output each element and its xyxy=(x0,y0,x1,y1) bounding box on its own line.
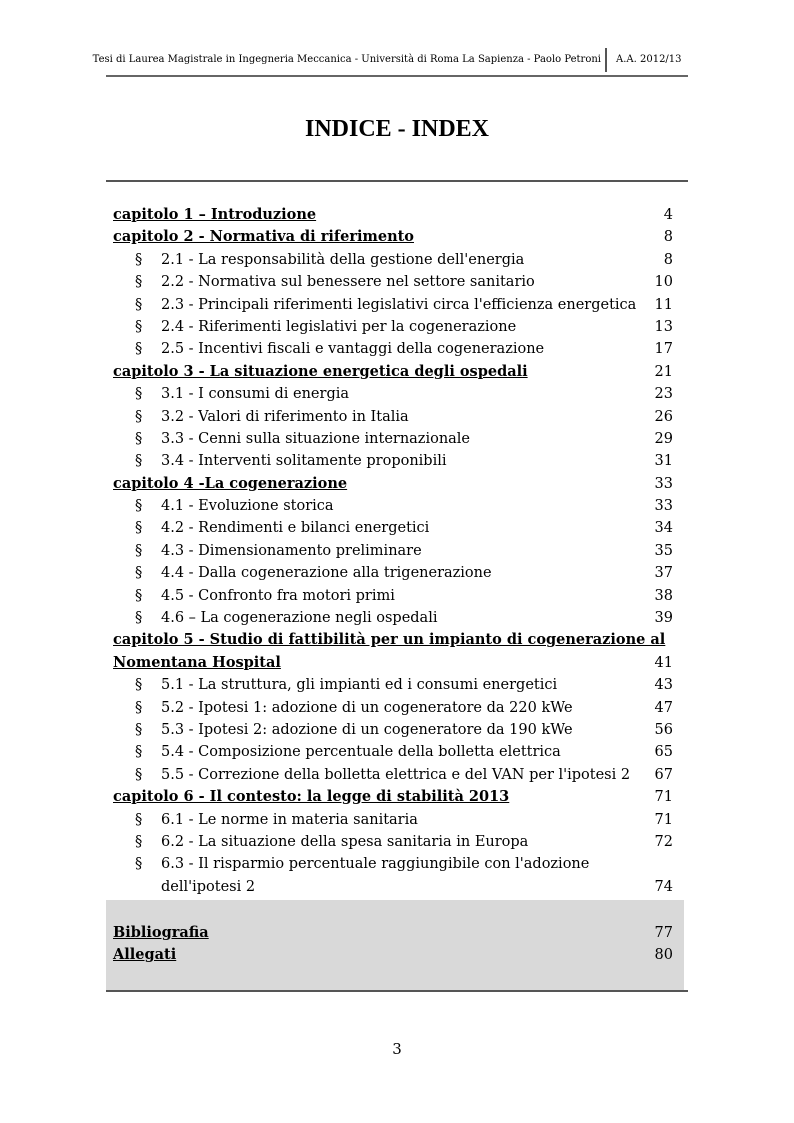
toc-entry-page: 4 xyxy=(663,207,673,223)
toc-entry-page: 8 xyxy=(663,251,673,268)
section-bullet: § xyxy=(135,296,143,313)
toc-entry-page: 17 xyxy=(654,341,673,358)
page-title: INDICE - INDEX xyxy=(304,116,490,142)
toc-entry-title: 5.2 - Ipotesi 1: adozione di un cogeneratore da 220 kWe xyxy=(161,699,573,716)
toc-chapter-entry[interactable] xyxy=(113,473,673,495)
appendix-entry-page: 77 xyxy=(654,925,673,941)
running-header xyxy=(92,48,688,76)
toc-entry-page: 8 xyxy=(663,229,673,246)
header-thesis-info: Tesi di Laurea Magistrale in Ingegneria Meccanica - Università di Roma La Sapienza - Paolo Petroni xyxy=(92,54,601,65)
toc-entry-title: 4.6 – La cogenerazione negli ospedali xyxy=(161,610,438,627)
toc-entry-page: 10 xyxy=(654,274,673,291)
toc-chapter-entry[interactable] xyxy=(113,226,673,248)
toc-entry-title: 2.5 - Incentivi fiscali e vantaggi della cogenerazione xyxy=(161,341,545,358)
section-bullet: § xyxy=(135,430,143,447)
toc-entry-page: 74 xyxy=(654,878,673,895)
toc-chapter-entry[interactable] xyxy=(113,652,673,674)
toc-entry-page: 72 xyxy=(654,833,673,850)
header-academic-year: A.A. 2012/13 xyxy=(616,54,682,65)
toc-entry-page: 71 xyxy=(654,811,673,828)
section-bullet: § xyxy=(135,386,143,403)
section-bullet: § xyxy=(135,542,143,559)
toc-section-entry[interactable] xyxy=(113,719,673,741)
section-bullet: § xyxy=(135,498,143,515)
toc-entry-title: Nomentana Hospital xyxy=(113,653,281,671)
toc-entry-page: 34 xyxy=(654,520,673,537)
toc-entry-title: 4.2 - Rendimenti e bilanci energetici xyxy=(161,520,430,537)
toc-entry-page: 56 xyxy=(654,721,673,738)
toc-entry-title: 6.2 - La situazione della spesa sanitaria in Europa xyxy=(161,833,529,850)
section-bullet: § xyxy=(135,766,143,783)
toc-entry-page: 47 xyxy=(654,699,673,716)
header-divider xyxy=(605,48,607,72)
section-bullet: § xyxy=(135,744,143,761)
toc-entry-title: 4.4 - Dalla cogenerazione alla trigenerazione xyxy=(161,565,492,582)
section-bullet: § xyxy=(135,341,143,358)
toc-section-entry[interactable] xyxy=(113,249,673,271)
toc-entry-title: 5.1 - La struttura, gli impianti ed i consumi energetici xyxy=(161,677,558,694)
toc-section-entry[interactable] xyxy=(113,517,673,539)
toc-section-entry[interactable] xyxy=(113,316,673,338)
toc-entry-title: capitolo 4 -La cogenerazione xyxy=(113,474,348,492)
toc-section-entry[interactable] xyxy=(113,428,673,450)
toc-entry-page: 43 xyxy=(654,677,673,694)
toc-entry-page: 31 xyxy=(654,453,673,470)
section-bullet: § xyxy=(135,677,143,694)
toc-entry-title: capitolo 2 - Normativa di riferimento xyxy=(113,228,414,246)
toc-entry-title: 2.1 - La responsabilità della gestione dell'energia xyxy=(161,251,525,268)
appendix-entry[interactable] xyxy=(113,944,673,966)
toc-section-entry[interactable] xyxy=(113,876,673,898)
toc-entry-title: 3.1 - I consumi di energia xyxy=(161,386,350,403)
section-bullet: § xyxy=(135,721,143,738)
toc-entry-page: 33 xyxy=(654,475,673,492)
toc-entry-page: 71 xyxy=(654,789,673,806)
appendix-entry-title: Allegati xyxy=(113,946,177,964)
toc-section-entry[interactable] xyxy=(113,406,673,428)
toc-chapter-entry[interactable] xyxy=(113,361,673,383)
toc-entry-title: capitolo 3 - La situazione energetica degli ospedali xyxy=(113,362,528,380)
toc-entry-page: 41 xyxy=(654,654,673,671)
header-rule xyxy=(106,75,688,77)
toc-entry-title: 4.5 - Confronto fra motori primi xyxy=(161,587,395,604)
toc-entry-title: 2.4 - Riferimenti legislativi per la cogenerazione xyxy=(161,318,517,335)
section-bullet: § xyxy=(135,251,143,268)
toc-entry-page: 21 xyxy=(654,363,673,380)
toc-section-entry[interactable] xyxy=(113,450,673,472)
toc-entry-page: 29 xyxy=(654,430,673,447)
toc-entry-title: 3.4 - Interventi solitamente proponibili xyxy=(161,453,447,470)
toc-section-entry[interactable] xyxy=(113,562,673,584)
toc-entry-page: 26 xyxy=(654,408,673,425)
toc-section-entry[interactable] xyxy=(113,271,673,293)
toc-section-entry[interactable] xyxy=(113,853,673,875)
toc-section-entry[interactable] xyxy=(113,831,673,853)
section-bullet: § xyxy=(135,833,143,850)
toc-bottom-rule xyxy=(106,990,688,992)
toc-entry-title: capitolo 1 – Introduzione xyxy=(113,206,317,223)
toc-section-entry[interactable] xyxy=(113,809,673,831)
section-bullet: § xyxy=(135,610,143,627)
toc-entry-title: 5.5 - Correzione della bolletta elettrica e del VAN per l'ipotesi 2 xyxy=(161,766,631,783)
toc-entry-page: 11 xyxy=(654,296,673,313)
appendix-list xyxy=(113,922,673,967)
section-bullet: § xyxy=(135,520,143,537)
toc-section-entry[interactable] xyxy=(113,674,673,696)
appendix-entry-page: 80 xyxy=(654,947,673,964)
toc-chapter-entry[interactable] xyxy=(113,786,673,808)
toc-section-entry[interactable] xyxy=(113,495,673,517)
toc-entry-title: 5.3 - Ipotesi 2: adozione di un cogeneratore da 190 kWe xyxy=(161,721,573,738)
toc-entry-page: 33 xyxy=(654,498,673,515)
toc-chapter-entry[interactable] xyxy=(113,629,673,651)
toc-entry-title: 2.2 - Normativa sul benessere nel settore sanitario xyxy=(161,274,535,291)
toc-top-rule xyxy=(106,180,688,182)
table-of-contents xyxy=(113,204,673,898)
toc-entry-title: 6.1 - Le norme in materia sanitaria xyxy=(161,811,418,828)
toc-section-entry[interactable] xyxy=(113,764,673,786)
section-bullet: § xyxy=(135,856,143,873)
toc-entry-title: capitolo 5 - Studio di fattibilità per un impianto di cogenerazione al xyxy=(113,631,666,649)
page-number: 3 xyxy=(392,1040,402,1058)
toc-entry-title: 4.3 - Dimensionamento preliminare xyxy=(161,542,422,559)
toc-entry-page: 67 xyxy=(654,766,673,783)
toc-section-entry[interactable] xyxy=(113,607,673,629)
section-bullet: § xyxy=(135,408,143,425)
toc-entry-page: 35 xyxy=(654,542,673,559)
toc-entry-title: dell'ipotesi 2 xyxy=(161,878,256,895)
toc-entry-page: 65 xyxy=(654,744,673,761)
section-bullet: § xyxy=(135,274,143,291)
toc-entry-title: 6.3 - Il risparmio percentuale raggiungibile con l'adozione xyxy=(161,856,590,873)
toc-entry-page: 38 xyxy=(654,587,673,604)
section-bullet: § xyxy=(135,565,143,582)
toc-chapter-entry[interactable] xyxy=(113,204,673,226)
toc-section-entry[interactable] xyxy=(113,585,673,607)
toc-entry-page: 23 xyxy=(654,386,673,403)
toc-entry-title: 5.4 - Composizione percentuale della bolletta elettrica xyxy=(161,744,561,761)
toc-section-entry[interactable] xyxy=(113,741,673,763)
toc-entry-page: 37 xyxy=(654,565,673,582)
section-bullet: § xyxy=(135,587,143,604)
section-bullet: § xyxy=(135,699,143,716)
toc-entry-title: 3.2 - Valori di riferimento in Italia xyxy=(161,408,409,425)
appendix-entry[interactable] xyxy=(113,922,673,944)
toc-entry-page: 13 xyxy=(654,318,673,335)
toc-section-entry[interactable] xyxy=(113,338,673,360)
toc-section-entry[interactable] xyxy=(113,540,673,562)
toc-entry-page: 39 xyxy=(654,610,673,627)
section-bullet: § xyxy=(135,811,143,828)
section-bullet: § xyxy=(135,453,143,470)
toc-entry-title: capitolo 6 - Il contesto: la legge di stabilità 2013 xyxy=(113,788,510,806)
toc-section-entry[interactable] xyxy=(113,697,673,719)
toc-entry-title: 4.1 - Evoluzione storica xyxy=(161,498,334,515)
section-bullet: § xyxy=(135,318,143,335)
toc-section-entry[interactable] xyxy=(113,383,673,405)
toc-section-entry[interactable] xyxy=(113,294,673,316)
toc-entry-title: 2.3 - Principali riferimenti legislativi circa l'efficienza energetica xyxy=(161,296,637,313)
appendix-entry-title: Bibliografia xyxy=(113,924,209,941)
toc-entry-title: 3.3 - Cenni sulla situazione internazionale xyxy=(161,430,471,447)
